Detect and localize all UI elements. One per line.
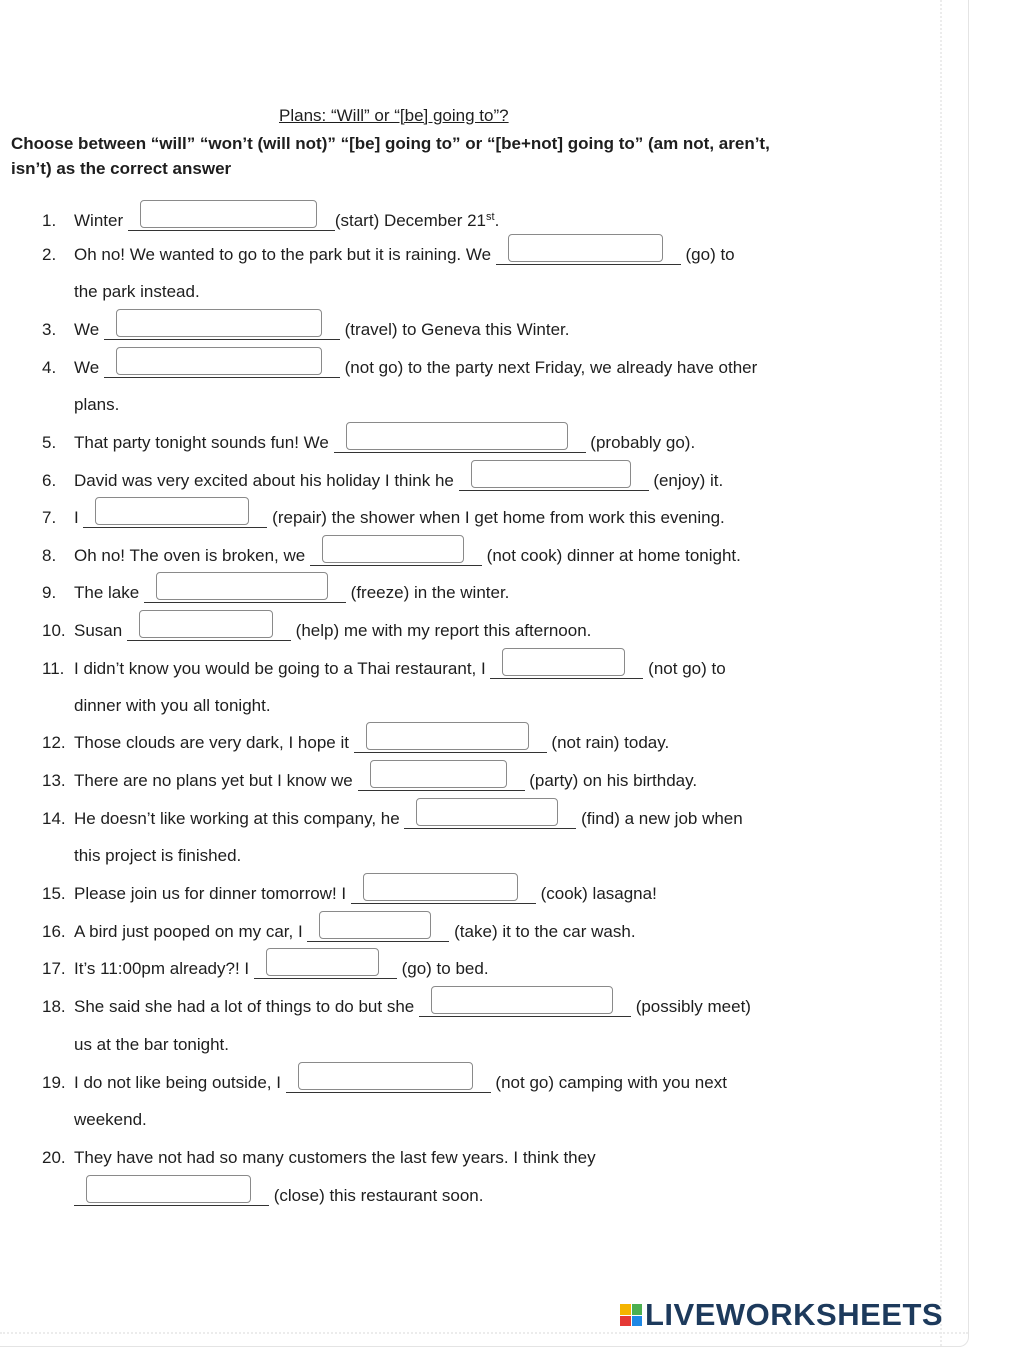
question-20: 20. They have not had so many customers the last few years. I think they <box>42 1148 596 1167</box>
answer-input-6[interactable] <box>471 460 631 488</box>
question-8: 8. Oh no! The oven is broken, we (not cook) dinner at home tonight. <box>42 545 741 567</box>
answer-blank <box>496 246 681 265</box>
answer-blank <box>286 1074 491 1093</box>
answer-input-5[interactable] <box>346 422 568 450</box>
answer-blank <box>490 660 643 679</box>
question-5: 5. That party tonight sounds fun! We (probably go). <box>42 432 695 454</box>
margin-dotted-line <box>940 0 942 1346</box>
question-4: 4. We (not go) to the party next Friday, we already have other <box>42 357 757 379</box>
answer-input-14[interactable] <box>416 798 558 826</box>
answer-blank <box>127 622 291 641</box>
question-12: 12. Those clouds are very dark, I hope it (not rain) today. <box>42 732 669 754</box>
answer-blank <box>404 810 576 829</box>
answer-input-17[interactable] <box>266 948 379 976</box>
answer-blank <box>254 960 397 979</box>
answer-input-20[interactable] <box>86 1175 251 1203</box>
answer-input-3[interactable] <box>116 309 322 337</box>
answer-input-11[interactable] <box>502 648 625 676</box>
answer-blank <box>459 472 649 491</box>
question-17: 17. It’s 11:00pm already?! I (go) to bed. <box>42 958 489 980</box>
question-19-continuation: weekend. <box>74 1110 147 1129</box>
question-9: 9. The lake (freeze) in the winter. <box>42 582 509 604</box>
answer-input-12[interactable] <box>366 722 529 750</box>
question-10: 10. Susan (help) me with my report this afternoon. <box>42 620 591 642</box>
answer-blank <box>307 923 449 942</box>
answer-blank <box>354 734 547 753</box>
question-11: 11. I didn’t know you would be going to a Thai restaurant, I (not go) to <box>42 658 726 680</box>
answer-input-1[interactable] <box>140 200 317 228</box>
brand-name: LIVEWORKSHEETS <box>645 1297 944 1332</box>
question-4-continuation: plans. <box>74 395 120 414</box>
liveworksheets-logo-icon <box>620 1304 642 1326</box>
answer-blank <box>104 359 340 378</box>
question-20-continuation: (close) this restaurant soon. <box>74 1185 483 1207</box>
question-3: 3. We (travel) to Geneva this Winter. <box>42 319 570 341</box>
question-1: 1. Winter (start) December 21st. <box>42 206 499 232</box>
question-18-continuation: us at the bar tonight. <box>74 1035 229 1054</box>
question-6: 6. David was very excited about his holiday I think he (enjoy) it. <box>42 470 723 492</box>
question-14: 14. He doesn’t like working at this company, he (find) a new job when <box>42 808 743 830</box>
answer-blank <box>334 434 586 453</box>
worksheet-instructions: Choose between “will” “won’t (will not)” “[be] going to” or “[be+not] going to” (am not, aren’t, isn’t) as the correct answer <box>11 134 770 178</box>
question-11-continuation: dinner with you all tonight. <box>74 696 271 715</box>
answer-blank <box>104 321 340 340</box>
answer-blank <box>74 1187 269 1206</box>
answer-blank <box>358 772 525 791</box>
answer-blank <box>310 547 482 566</box>
answer-blank <box>144 584 346 603</box>
answer-blank <box>351 885 536 904</box>
question-19: 19. I do not like being outside, I (not go) camping with you next <box>42 1072 727 1094</box>
answer-input-18[interactable] <box>431 986 613 1014</box>
answer-input-13[interactable] <box>370 760 507 788</box>
answer-input-10[interactable] <box>139 610 273 638</box>
answer-input-7[interactable] <box>95 497 249 525</box>
answer-input-19[interactable] <box>298 1062 473 1090</box>
question-2-continuation: the park instead. <box>74 282 200 301</box>
answer-blank <box>128 212 335 231</box>
question-16: 16. A bird just pooped on my car, I (take) it to the car wash. <box>42 921 636 943</box>
liveworksheets-logo <box>620 1298 943 1332</box>
question-15: 15. Please join us for dinner tomorrow! I (cook) lasagna! <box>42 883 657 905</box>
answer-blank <box>419 998 631 1017</box>
answer-input-8[interactable] <box>322 535 464 563</box>
question-18: 18. She said she had a lot of things to do but she (possibly meet) <box>42 996 751 1018</box>
answer-input-15[interactable] <box>363 873 518 901</box>
worksheet-title: Plans: “Will” or “[be] going to”? <box>279 106 509 125</box>
answer-input-2[interactable] <box>508 234 663 262</box>
answer-input-16[interactable] <box>319 911 431 939</box>
answer-blank <box>83 509 267 528</box>
answer-input-9[interactable] <box>156 572 328 600</box>
answer-input-4[interactable] <box>116 347 322 375</box>
question-7: 7. I (repair) the shower when I get home from work this evening. <box>42 507 725 529</box>
question-13: 13. There are no plans yet but I know we (party) on his birthday. <box>42 770 697 792</box>
question-14-continuation: this project is finished. <box>74 846 242 865</box>
question-2: 2. Oh no! We wanted to go to the park but it is raining. We (go) to <box>42 244 735 266</box>
